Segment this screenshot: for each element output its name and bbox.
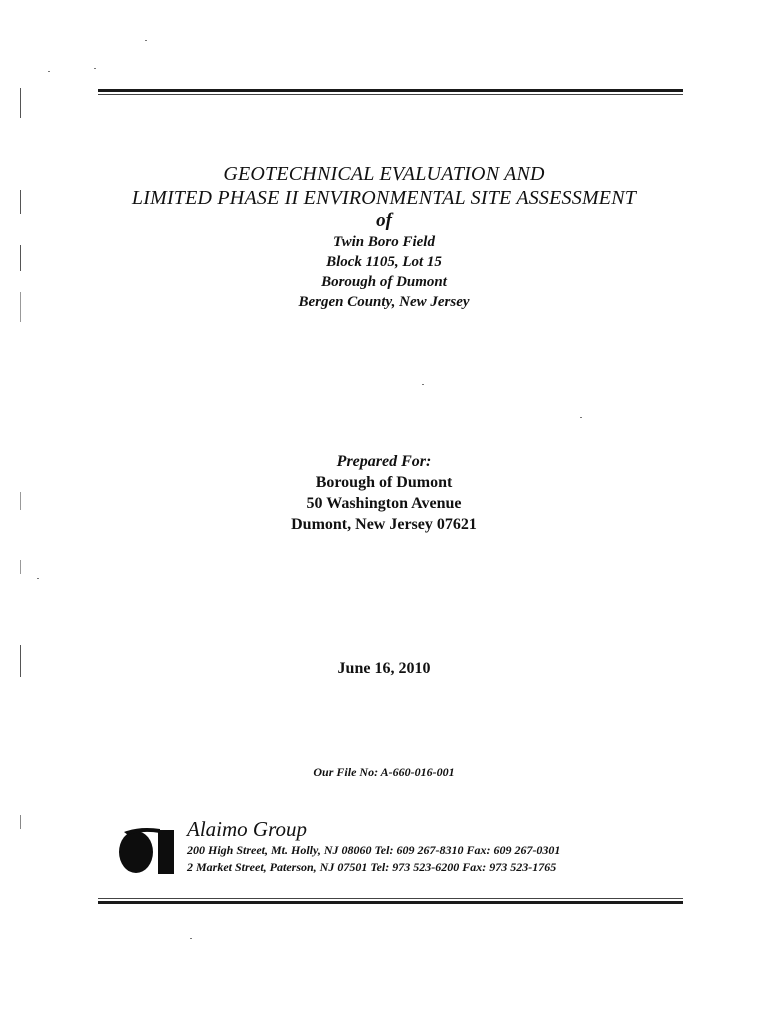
prepared-for-label: Prepared For: [336, 453, 432, 470]
scan-mark [20, 815, 21, 829]
scan-speck [422, 384, 424, 385]
scan-speck [580, 417, 582, 418]
company-name: Alaimo Group [187, 817, 307, 841]
file-number: Our File No: A-660-016-001 [313, 765, 455, 779]
report-date: June 16, 2010 [337, 660, 431, 677]
scan-mark [20, 560, 21, 574]
title-line-1: GEOTECHNICAL EVALUATION AND [223, 163, 545, 185]
site-name: Twin Boro Field [333, 234, 435, 250]
company-address-1: 200 High Street, Mt. Holly, NJ 08060 Tel: 609 267-8310 Fax: 609 267-0301 [187, 843, 561, 857]
client-name: Borough of Dumont [315, 474, 453, 491]
company-address-2: 2 Market Street, Paterson, NJ 07501 Tel: 973 523-6200 Fax: 973 523-1765 [187, 860, 557, 874]
bottom-rule [98, 898, 683, 904]
top-rule [98, 89, 683, 95]
scan-speck [37, 578, 39, 579]
client-street: 50 Washington Avenue [306, 495, 462, 512]
prepared-for [0, 451, 768, 535]
scan-speck [48, 71, 50, 72]
scan-speck [190, 938, 192, 939]
report-title [0, 162, 768, 312]
site-block-lot: Block 1105, Lot 15 [326, 254, 442, 270]
scan-speck [94, 68, 96, 69]
title-of: of [376, 210, 392, 231]
scan-speck [145, 40, 147, 41]
client-city-state-zip: Dumont, New Jersey 07621 [291, 516, 477, 533]
company-info [187, 816, 560, 876]
site-county-state: Bergen County, New Jersey [298, 294, 470, 310]
company-logo-icon [116, 826, 178, 876]
title-line-2: LIMITED PHASE II ENVIRONMENTAL SITE ASSESSMENT [131, 187, 637, 209]
scan-mark [20, 88, 21, 118]
site-borough: Borough of Dumont [321, 274, 447, 290]
